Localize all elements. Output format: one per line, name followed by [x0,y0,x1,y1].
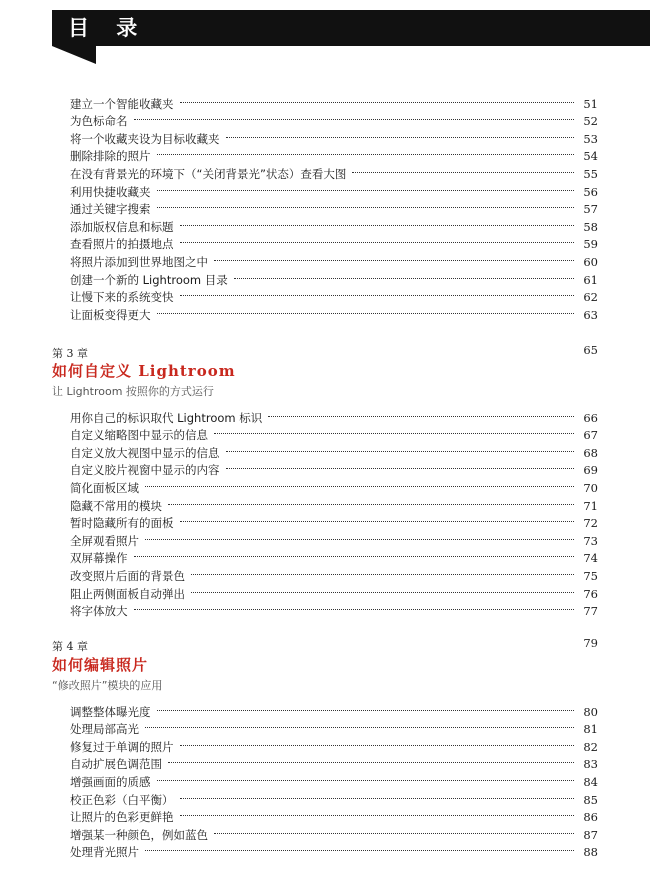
toc-list-chapter3 [70,404,598,619]
toc-entry [70,90,598,111]
toc-entry-title: 隐藏不常用的模块 [70,498,162,513]
toc-entry-title: 增强某一种颜色，例如蓝色 [70,827,208,842]
toc-entry-title: 添加版权信息和标题 [70,219,174,234]
toc-entry-page: 66 [583,410,598,425]
toc-entry-page: 72 [583,516,598,531]
dot-leader [214,248,574,266]
toc-entry [70,562,598,583]
toc-entry-title: 暂时隐藏所有的面板 [70,516,174,531]
toc-entry-title: 让慢下来的系统变快 [70,290,174,305]
toc-entry-page: 82 [583,739,598,754]
toc-entry-page: 83 [583,757,598,772]
chapter4-page: 79 [583,636,598,650]
toc-entry-page: 71 [583,498,598,513]
toc-entry-page: 80 [583,704,598,719]
chapter4-subtitle: “修改照片”模块的应用 [52,679,163,692]
toc-entry-title: 改变照片后面的背景色 [70,568,185,583]
toc-entry [70,474,598,495]
dot-leader [214,422,574,440]
toc-entry [70,404,598,425]
toc-entry-title: 让面板变得更大 [70,307,151,322]
toc-entry-page: 75 [583,568,598,583]
toc-entry-title: 建立一个智能收藏夹 [70,96,174,111]
toc-entry-title: 双屏幕操作 [70,551,128,566]
toc-entry-title: 自定义放大视图中显示的信息 [70,445,220,460]
toc-entry-page: 74 [583,551,598,566]
dot-leader [145,474,574,492]
dot-leader [145,716,574,734]
dot-leader [191,562,574,580]
toc-entry-page: 88 [583,845,598,860]
toc-entry-page: 57 [583,202,598,217]
toc-entry [70,527,598,548]
toc-entry-page: 60 [583,254,598,269]
toc-list-section1 [70,90,598,322]
dot-leader [157,698,575,716]
dot-leader [168,751,574,769]
chapter3-label: 第 3 章 [52,347,88,360]
toc-entry-page: 56 [583,184,598,199]
dot-leader [157,196,575,214]
dot-leader [180,213,575,231]
toc-entry-title: 处理局部高光 [70,722,139,737]
dot-leader [157,178,575,196]
toc-entry-title: 删除排除的照片 [70,149,151,164]
toc-entry-page: 87 [583,827,598,842]
dot-leader [134,545,575,563]
toc-entry-title: 简化面板区域 [70,480,139,495]
dot-leader [352,160,574,178]
header-tab-decoration [52,46,96,64]
toc-entry-page: 55 [583,166,598,181]
chapter3-title: 如何自定义 Lightroom [52,362,236,380]
toc-entry-page: 54 [583,149,598,164]
toc-list-chapter4 [70,698,598,860]
toc-entry-page: 51 [583,96,598,111]
dot-leader [157,301,575,319]
toc-entry [70,598,598,619]
dot-leader [168,492,574,510]
toc-entry-title: 在没有背景光的环境下（“关闭背景光”状态）查看大图 [70,166,347,181]
dot-leader [234,266,574,284]
toc-entry [70,839,598,860]
toc-entry-title: 为色标命名 [70,114,128,129]
dot-leader [134,598,575,616]
toc-entry-title: 全屏观看照片 [70,533,139,548]
toc-entry-title: 通过关键字搜索 [70,202,151,217]
toc-entry-page: 77 [583,604,598,619]
toc-entry-title: 处理背光照片 [70,845,139,860]
toc-entry-title: 自动扩展色调范围 [70,757,162,772]
toc-entry-title: 查看照片的拍摄地点 [70,237,174,252]
toc-entry-page: 76 [583,586,598,601]
chapter4-title: 如何编辑照片 [52,656,149,674]
toc-entry-page: 67 [583,428,598,443]
chapter3-subtitle: 让 Lightroom 按照你的方式运行 [52,385,214,398]
chapter3-page: 65 [583,343,598,357]
toc-entry-title: 自定义缩略图中显示的信息 [70,428,208,443]
toc-entry [70,108,598,129]
dot-leader [214,821,574,839]
toc-entry-page: 73 [583,533,598,548]
page-title: 目 录 [68,15,148,40]
dot-leader [180,510,575,528]
toc-entry-page: 59 [583,237,598,252]
toc-entry [70,545,598,566]
toc-entry [70,492,598,513]
toc-entry [70,716,598,737]
toc-entry-page: 85 [583,792,598,807]
dot-leader [180,231,575,249]
dot-leader [180,733,575,751]
toc-entry-page: 84 [583,774,598,789]
chapter4-label: 第 4 章 [52,640,88,653]
toc-entry-title: 修复过于单调的照片 [70,739,174,754]
dot-leader [180,786,575,804]
toc-entry-title: 利用快捷收藏夹 [70,184,151,199]
toc-entry-page: 70 [583,480,598,495]
dot-leader [268,404,574,422]
toc-entry-title: 将字体放大 [70,604,128,619]
dot-leader [134,108,575,126]
toc-entry [70,698,598,719]
toc-entry [70,733,598,754]
toc-entry-page: 53 [583,131,598,146]
toc-entry-page: 58 [583,219,598,234]
toc-entry-page: 69 [583,463,598,478]
toc-entry-title: 创建一个新的 Lightroom 目录 [70,272,228,287]
dot-leader [157,143,575,161]
dot-leader [157,768,575,786]
toc-entry-page: 68 [583,445,598,460]
toc-entry-title: 校正色彩（白平衡） [70,792,174,807]
dot-leader [145,839,574,857]
dot-leader [145,527,574,545]
dot-leader [226,125,575,143]
dot-leader [180,804,575,822]
dot-leader [191,580,574,598]
toc-entry-title: 阻止两侧面板自动弹出 [70,586,185,601]
dot-leader [180,90,575,108]
dot-leader [226,439,575,457]
toc-entry-page: 86 [583,810,598,825]
dot-leader [180,284,575,302]
toc-entry-title: 用你自己的标识取代 Lightroom 标识 [70,410,263,425]
toc-entry-page: 81 [583,722,598,737]
toc-entry-page: 63 [583,307,598,322]
toc-entry-title: 自定义胶片视窗中显示的内容 [70,463,220,478]
toc-entry-title: 增强画面的质感 [70,774,151,789]
toc-entry-title: 调整整体曝光度 [70,704,151,719]
dot-leader [226,457,575,475]
toc-entry-page: 52 [583,114,598,129]
toc-entry-title: 将一个收藏夹设为目标收藏夹 [70,131,220,146]
toc-entry-title: 让照片的色彩更鲜艳 [70,810,174,825]
toc-entry-page: 62 [583,290,598,305]
toc-entry [70,125,598,146]
toc-entry-title: 将照片添加到世界地图之中 [70,254,208,269]
toc-entry-page: 61 [583,272,598,287]
